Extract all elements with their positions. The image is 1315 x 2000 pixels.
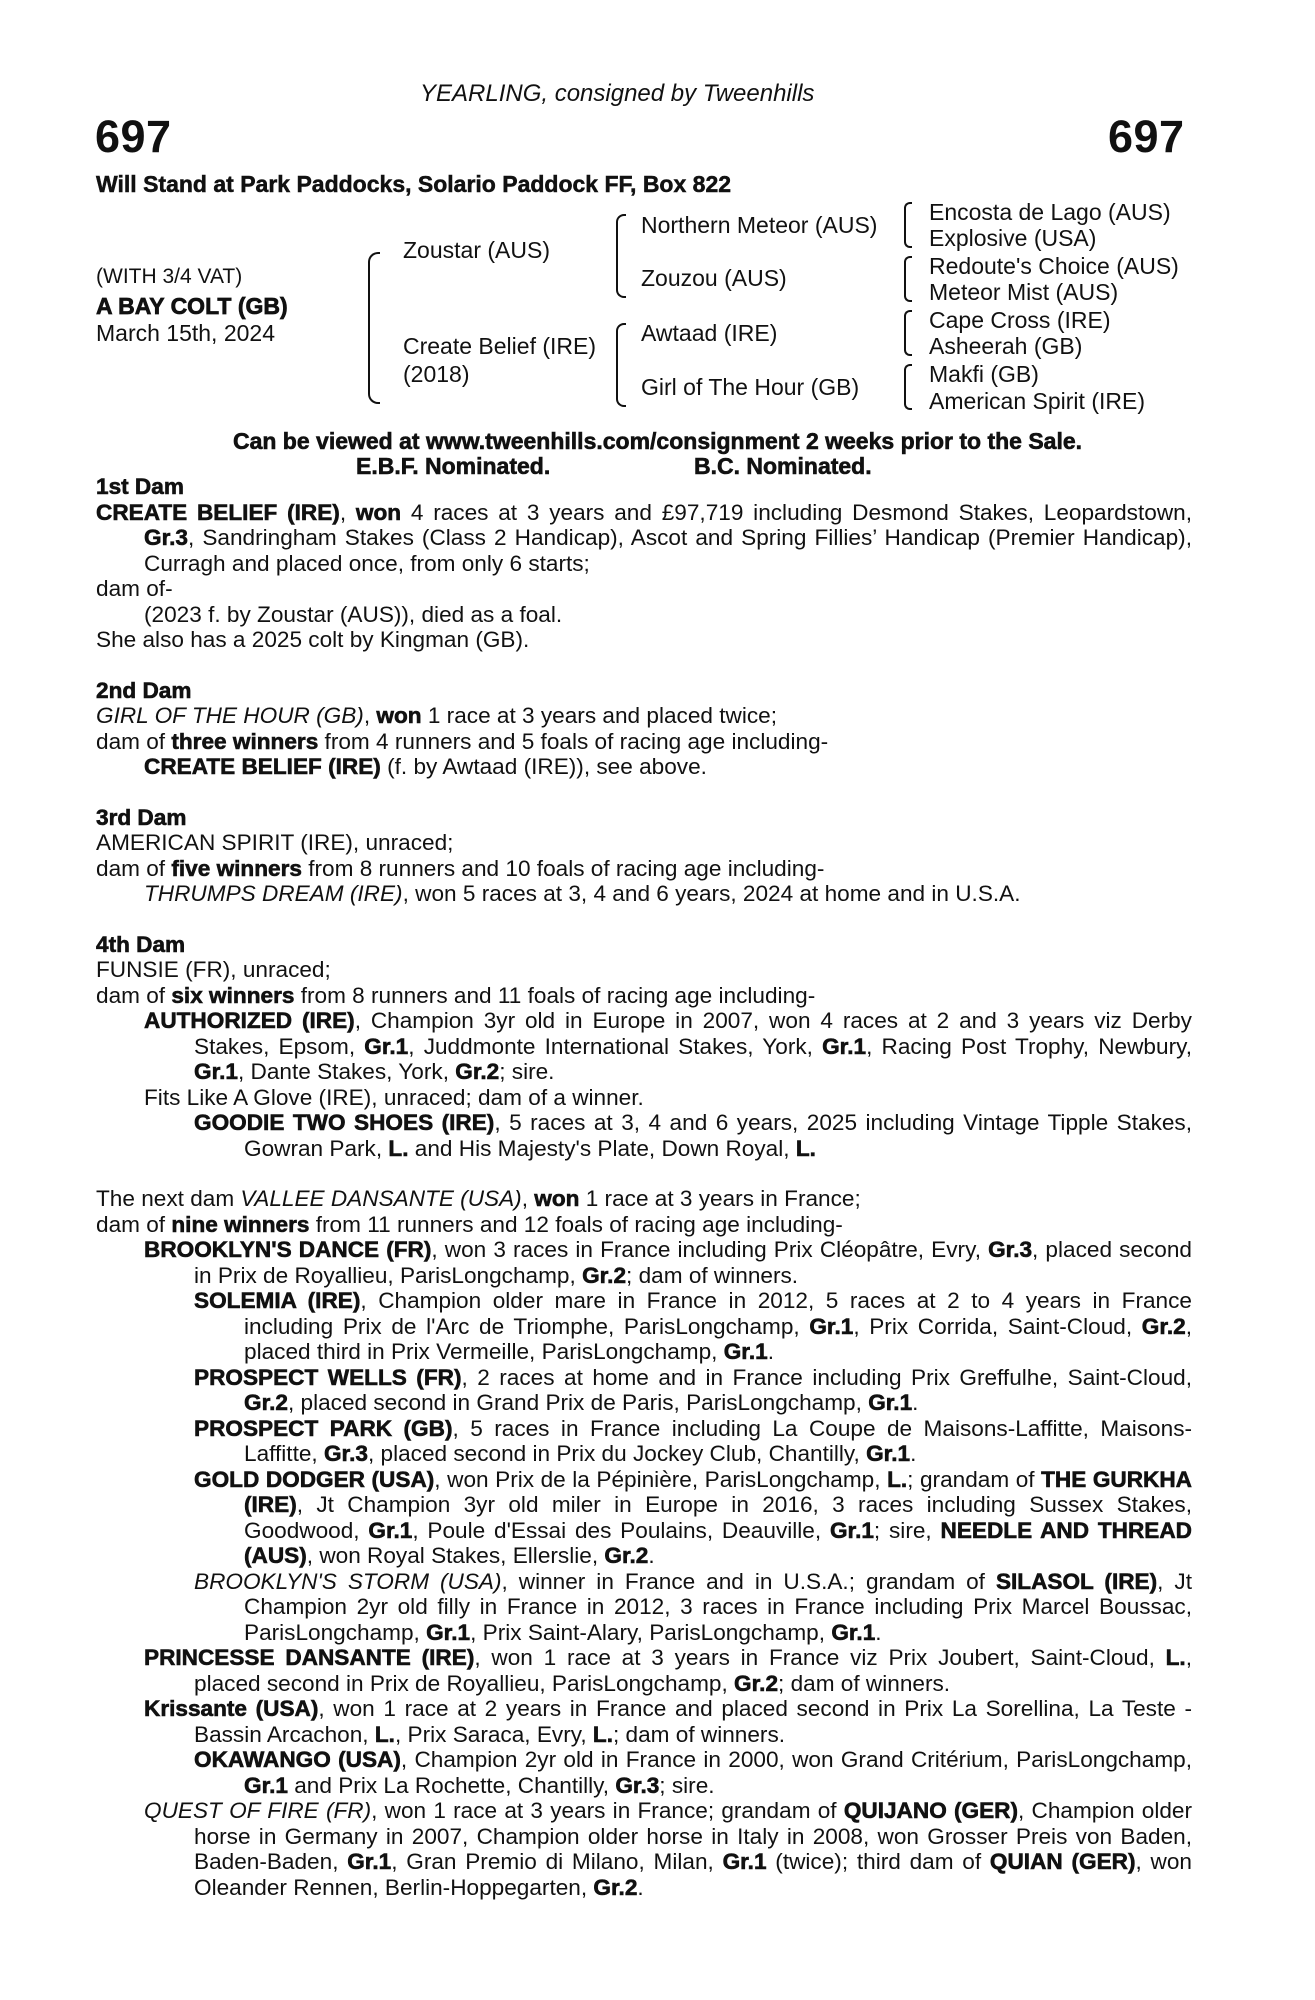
stand-location: Will Stand at Park Paddocks, Solario Paddock FF, Box 822 xyxy=(96,171,732,197)
lot-number-left: 697 xyxy=(95,111,172,162)
catalogue-body xyxy=(96,474,1192,1900)
first-dam-foal-2023: (2023 f. by Zoustar (AUS)), died as a foal. xyxy=(144,601,563,627)
third-dam-produce-1: THRUMPS DREAM (IRE), won 5 races at 3, 4 and 6 years, 2024 at home and in U.S.A. xyxy=(144,881,1021,906)
first-dam-heading: 1st Dam xyxy=(96,474,184,499)
horse-dob: March 15th, 2024 xyxy=(96,320,276,346)
produce-okawango: OKAWANGO (USA), Champion 2yr old in France in 2000, won Grand Critérium, ParisLongchamp, Gr.1 and Prix La Rochette, Chantilly, Gr.3; sire. xyxy=(194,1747,1192,1798)
produce-solemia: SOLEMIA (IRE), Champion older mare in France in 2012, 5 races at 2 to 4 years in France including Prix de l'Arc de Triomphe, ParisLongchamp, Gr.1, Prix Corrida, Saint-Cloud, Gr.2, placed third in Prix Vermeille, ParisLongchamp, Gr.1. xyxy=(194,1288,1192,1364)
produce-krissante: Krissante (USA), won 1 race at 2 years in France and placed second in Prix La Sorellina, La Teste - Bassin Arcachon, L., Prix Saraca, Evry, L.; dam of winners. xyxy=(144,1696,1192,1747)
brace-g4 xyxy=(904,364,912,410)
fourth-dam-line: FUNSIE (FR), unraced; xyxy=(96,957,331,982)
pedigree-g3: Redoute's Choice (AUS) xyxy=(929,253,1179,279)
lot-number-right: 697 xyxy=(1108,111,1185,162)
pedigree-g6: Asheerah (GB) xyxy=(929,333,1083,359)
pedigree-dam-sire: Awtaad (IRE) xyxy=(641,320,778,346)
third-dam-dam-of: dam of five winners from 8 runners and 10 foals of racing age including- xyxy=(96,855,825,881)
brace-g2 xyxy=(904,256,912,302)
produce-brooklyns-storm: BROOKLYN'S STORM (USA), winner in France and in U.S.A.; grandam of SILASOL (IRE), Jt Champion 2yr old filly in France in 2012, 3 races in France including Prix Marcel Boussac, ParisLongchamp, Gr.1, Prix Saint-Alary, ParisLongchamp, Gr.1. xyxy=(194,1568,1192,1645)
second-dam-heading: 2nd Dam xyxy=(96,677,192,703)
first-dam-won: won xyxy=(355,499,402,525)
produce-prospect-wells: PROSPECT WELLS (FR), 2 races at home and in France including Prix Greffulhe, Saint-Cloud, Gr.2, placed second in Grand Prix de Paris, ParisLongchamp, Gr.1. xyxy=(194,1364,1192,1415)
brace-sire xyxy=(616,214,626,298)
pedigree-g7: Makfi (GB) xyxy=(929,361,1039,387)
second-dam-produce-1: CREATE BELIEF (IRE) (f. by Awtaad (IRE)), see above. xyxy=(144,754,707,779)
vat-note: (WITH 3/4 VAT) xyxy=(96,265,243,288)
fourth-dam-fits: Fits Like A Glove (IRE), unraced; dam of a winner. xyxy=(144,1084,644,1110)
first-dam-entry: CREATE BELIEF (IRE), won 4 races at 3 years and £97,719 including Desmond Stakes, Leopardstown, Gr.3, Sandringham Stakes (Class 2 Handicap), Ascot and Spring Fillies’ Handicap (Premier Handicap), Curragh and placed once, from only 6 starts; xyxy=(96,499,1192,576)
ebf-note: E.B.F. Nominated. xyxy=(356,453,551,479)
brace-dam xyxy=(616,323,626,407)
produce-prospect-park: PROSPECT PARK (GB), 5 races in France including La Coupe de Maisons-Laffitte, Maisons-Laffitte, Gr.3, placed second in Prix du Jockey Club, Chantilly, Gr.1. xyxy=(194,1415,1193,1466)
produce-brooklyns-dance: BROOKLYN'S DANCE (FR), won 3 races in France including Prix Cléopâtre, Evry, Gr.3, placed second in Prix de Royallieu, ParisLongchamp, Gr.2; dam of winners. xyxy=(144,1237,1192,1288)
pedigree-g1: Encosta de Lago (AUS) xyxy=(929,199,1171,225)
pedigree-sire: Zoustar (AUS) xyxy=(403,237,550,263)
third-dam-line: AMERICAN SPIRIT (IRE), unraced; xyxy=(96,830,454,855)
second-dam-line: GIRL OF THE HOUR (GB), won 1 race at 3 years and placed twice; xyxy=(96,703,777,728)
pedigree-sire-sire: Northern Meteor (AUS) xyxy=(641,212,878,238)
page-subtitle: YEARLING, consigned by Tweenhills xyxy=(420,80,815,107)
pedigree-g8: American Spirit (IRE) xyxy=(929,388,1145,414)
fourth-dam-authorized: AUTHORIZED (IRE), Champion 3yr old in Europe in 2007, won 4 races at 2 and 3 years viz Derby Stakes, Epsom, Gr.1, Juddmonte International Stakes, York, Gr.1, Racing Post Trophy, Newbury, Gr.1, Dante Stakes, York, Gr.2; sire. xyxy=(144,1008,1192,1084)
pedigree-g2: Explosive (USA) xyxy=(929,225,1097,251)
first-dam-name: CREATE BELIEF (IRE) xyxy=(96,499,340,525)
next-dam-dam-of: dam of nine winners from 11 runners and 12 foals of racing age including- xyxy=(96,1211,843,1237)
pedigree-dam-dam: Girl of The Hour (GB) xyxy=(641,374,860,400)
brace-g1 xyxy=(904,202,912,248)
produce-quest-of-fire: QUEST OF FIRE (FR), won 1 race at 3 years in France; grandam of QUIJANO (GER), Champion older horse in Germany in 2007, Champion older horse in Italy in 2008, won Grosser Preis von Baden, Baden-Baden, Gr.1, Gran Premio di Milano, Milan, Gr.1 (twice); third dam of QUIAN (GER), won Oleander Rennen, Berlin-Hoppegarten, Gr.2. xyxy=(144,1798,1192,1900)
produce-gold-dodger: GOLD DODGER (USA), won Prix de la Pépinière, ParisLongchamp, L.; grandam of THE GURKHA (IRE), Jt Champion 3yr old miler in Europe in 2016, 3 races including Sussex Stakes, Goodwood, Gr.1, Poule d'Essai des Poulains, Deauville, Gr.1; sire, NEEDLE AND THREAD (AUS), won Royal Stakes, Ellerslie, Gr.2. xyxy=(194,1466,1193,1568)
second-dam-name: GIRL OF THE HOUR (GB) xyxy=(96,703,364,728)
pedigree-sire-dam: Zouzou (AUS) xyxy=(641,265,787,291)
bc-note: B.C. Nominated. xyxy=(694,453,872,479)
fourth-dam-goodie: GOODIE TWO SHOES (IRE), 5 races at 3, 4 and 6 years, 2025 including Vintage Tipple Stakes, Gowran Park, L. and His Majesty's Plate, Down Royal, L. xyxy=(194,1110,1193,1161)
first-dam-dam-of: dam of- xyxy=(96,576,173,601)
horse-name: A BAY COLT (GB) xyxy=(96,293,288,319)
produce-princesse-dansante: PRINCESSE DANSANTE (IRE), won 1 race at 3 years in France viz Prix Joubert, Saint-Cloud, L., placed second in Prix de Royallieu, ParisLongchamp, Gr.2; dam of winners. xyxy=(144,1645,1192,1696)
brace-g3 xyxy=(904,310,912,356)
viewing-note: Can be viewed at www.tweenhills.com/consignment 2 weeks prior to the Sale. xyxy=(232,428,1083,454)
pedigree-dam-year: (2018) xyxy=(403,361,470,387)
first-dam-also: She also has a 2025 colt by Kingman (GB). xyxy=(96,627,530,652)
pedigree-dam: Create Belief (IRE) xyxy=(403,333,597,359)
next-dam-line: The next dam VALLEE DANSANTE (USA), won 1 race at 3 years in France; xyxy=(96,1186,861,1211)
pedigree-g5: Cape Cross (IRE) xyxy=(929,307,1111,333)
fourth-dam-dam-of: dam of six winners from 8 runners and 11 foals of racing age including- xyxy=(96,982,816,1008)
fourth-dam-heading: 4th Dam xyxy=(96,931,186,957)
second-dam-dam-of: dam of three winners from 4 runners and 5 foals of racing age including- xyxy=(96,728,829,754)
brace-main xyxy=(368,252,380,404)
third-dam-heading: 3rd Dam xyxy=(96,804,187,830)
pedigree-g4: Meteor Mist (AUS) xyxy=(929,279,1119,305)
